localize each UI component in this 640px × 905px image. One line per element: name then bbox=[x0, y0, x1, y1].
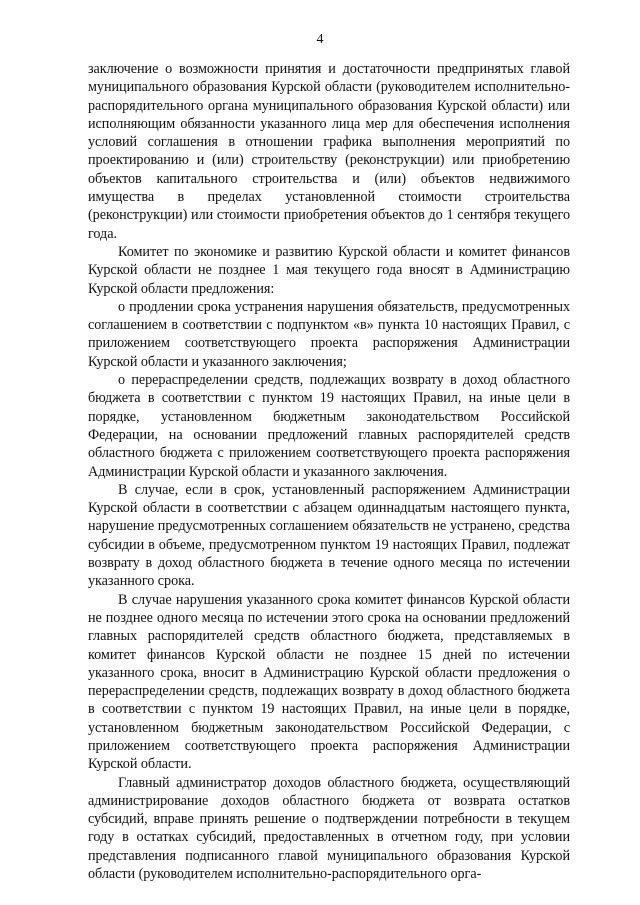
page-number: 4 bbox=[316, 32, 324, 47]
document-body bbox=[88, 60, 570, 883]
paragraph-refund-condition: В случае, если в срок, установленный распоряжением Администрации Курской области в соответствии с абзацем одиннадцатым настоящего пункта, нарушение предусмотренных соглашением обязательств не устранено, средства субсидии в объеме, предусмотренном пунктом 19 настоящих Правил, подлежат возврату в доход областного бюджета в течение одного месяца по истечении указанного срока. bbox=[88, 481, 570, 590]
paragraph-redistribution-proposal: о перераспределении средств, подлежащих возврату в доход областного бюджета в соответствии с пунктом 19 настоящих Правил, на иные цели в порядке, установленном бюджетным законодательством Российской Федерации, на основании предложений главных распорядителей средств областного бюджета с приложением соответствующего проекта распоряжения Администрации Курской области и указанного заключения. bbox=[88, 372, 570, 480]
paragraph-deadline-violation: В случае нарушения указанного срока комитет финансов Курской области не позднее одного месяца по истечении этого срока на основании предложений главных распорядителей средств областного бюджета, представляемых в комитет финансов Курской области не позднее 15 дней по истечении указанного срока, вносит в Администрацию Курской области предложения о перераспределении средств, подлежащих возврату в доход областного бюджета в соответствии с пунктом 19 настоящих Правил, на иные цели в порядке, установленном бюджетным законодательством Российской Федерации, с приложением соответствующего проекта распоряжения Администрации Курской области. bbox=[88, 591, 570, 773]
paragraph-committees-proposals: Комитет по экономике и развитию Курской области и комитет финансов Курской области не позднее 1 мая текущего года вносят в Администрацию Курской области предложения: bbox=[88, 243, 570, 297]
paragraph-extension-proposal: о продлении срока устранения нарушения обязательств, предусмотренных соглашением в соответствии с подпунктом «в» пункта 10 настоящих Правил, с приложением соответствующего проекта распоряжения Администрации Курской области и указанного заключения; bbox=[88, 298, 570, 370]
paragraph-continuation: заключение о возможности принятия и достаточности предпринятых главой муниципального образования Курской области (руководителем исполнительно-распорядительного органа муниципального образования Курской области) или исполняющим обязанности указанного лица мер для обеспечения исполнения условий соглашения в отношении графика выполнения мероприятий по проектированию и (или) строительству (реконструкции) или приобретению объектов капитального строительства и (или) объектов недвижимого имущества в пределах установленной стоимости строительства (реконструкции) или стоимости приобретения объектов до 1 сентября текущего года. bbox=[88, 61, 570, 242]
paragraph-chief-administrator: Главный администратор доходов областного бюджета, осуществляющий администрирование доходов областного бюджета от возврата остатков субсидий, вправе принять решение о подтверждении потребности в текущем году в остатках субсидий, предоставленных в отчетном году, при условии представления подписанного главой муниципального образования Курской области (руководителем исполнительно-распорядительного орга- bbox=[88, 774, 570, 883]
